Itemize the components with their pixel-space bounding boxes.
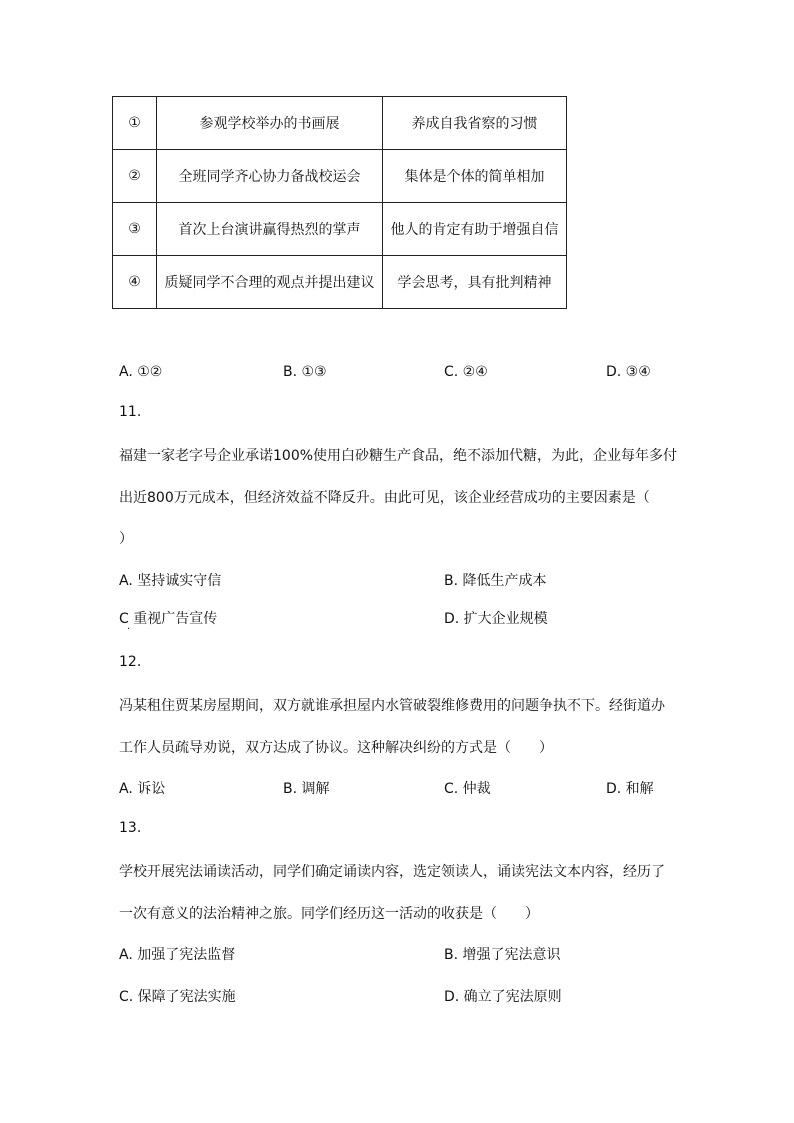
q10-option-b[interactable]: B. ①③ [283,364,327,380]
q12-number: 12. [119,654,142,670]
option-c-dot: · [127,624,131,635]
q12-option-b[interactable]: B. 调解 [283,781,330,797]
q13-text-line2: 一次有意义的法治精神之旅。同学们经历这一活动的收获是（ ） [119,906,539,922]
q13-option-c[interactable]: C. 保障了宪法实施 [119,989,236,1005]
row-insight: 他人的肯定有助于增强自信 [383,203,567,256]
q11-text-line2: 出近800万元成本，但经济效益不降反升。由此可见，该企业经营成功的主要因素是（ [119,490,650,506]
q11-text-line1: 福建一家老字号企业承诺100%使用白砂糖生产食品，绝不添加代糖，为此，企业每年多付 [119,448,678,464]
q12-option-d[interactable]: D. 和解 [606,781,654,797]
row-event: 质疑同学不合理的观点并提出建议 [157,256,383,309]
q10-option-a[interactable]: A. ①② [119,364,163,380]
row-event: 首次上台演讲赢得热烈的掌声 [157,203,383,256]
q11-option-b[interactable]: B. 降低生产成本 [444,573,547,589]
row-event: 全班同学齐心协力备战校运会 [157,150,383,203]
row-number: ② [113,150,157,203]
table-row [113,97,567,150]
q10-option-d[interactable]: D. ③④ [606,364,651,380]
q10-table [112,96,567,309]
row-insight: 学会思考，具有批判精神 [383,256,567,309]
q13-option-d[interactable]: D. 确立了宪法原则 [444,989,562,1005]
row-event: 参观学校举办的书画展 [157,97,383,150]
q10-option-c[interactable]: C. ②④ [444,364,488,380]
row-insight: 养成自我省察的习惯 [383,97,567,150]
row-number: ③ [113,203,157,256]
row-number: ① [113,97,157,150]
row-insight: 集体是个体的简单相加 [383,150,567,203]
q11-option-a[interactable]: A. 坚持诚实守信 [119,573,222,589]
q11-option-d[interactable]: D. 扩大企业规模 [444,611,548,627]
q13-text-line1: 学校开展宪法诵读活动，同学们确定诵读内容，选定领读人，诵读宪法文本内容，经历了 [119,864,665,880]
row-number: ④ [113,256,157,309]
q11-number: 11. [119,404,142,420]
q12-text-line1: 冯某租住贾某房屋期间，双方就谁承担屋内水管破裂维修费用的问题争执不下。经街道办 [119,698,665,714]
q13-option-b[interactable]: B. 增强了宪法意识 [444,947,561,963]
q11-option-c[interactable]: C 重视广告宣传 [119,611,218,627]
q12-option-c[interactable]: C. 仲裁 [444,781,491,797]
table-row [113,256,567,309]
q13-option-a[interactable]: A. 加强了宪法监督 [119,947,236,963]
table-row [113,150,567,203]
q11-text-line3: ） [119,531,133,547]
q13-number: 13. [119,820,142,836]
q12-text-line2: 工作人员疏导劝说，双方达成了协议。这种解决纠纷的方式是（ ） [119,740,553,756]
q12-option-a[interactable]: A. 诉讼 [119,781,166,797]
table-row [113,203,567,256]
